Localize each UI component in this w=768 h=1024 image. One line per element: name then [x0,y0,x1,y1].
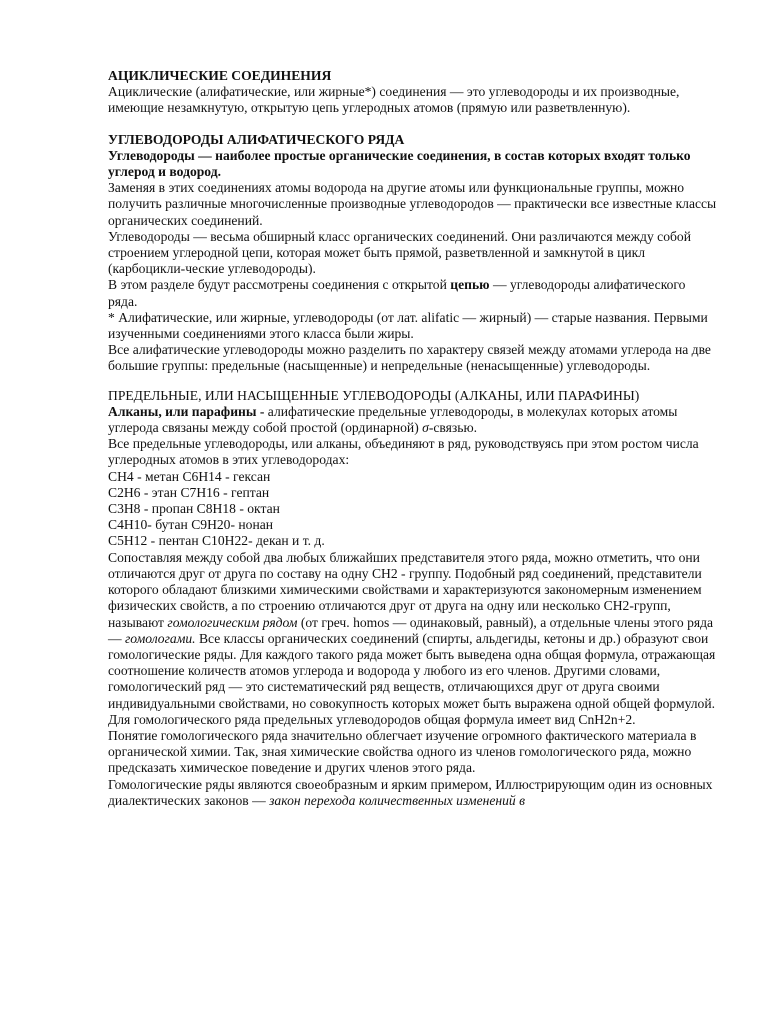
homologous-text-b: (от греч. homos — одинаковый, равный), а отдельные члены этого ряда — [108,614,714,646]
alkane-definition [108,404,718,436]
section-alkanes-title: ПРЕДЕЛЬНЫЕ, ИЛИ НАСЫЩЕННЫЕ УГЛЕВОДОРОДЫ (АЛКАНЫ, ИЛИ ПАРАФИНЫ) [108,387,640,403]
paragraph-chain-structure: Углеводороды — весьма обширный класс органических соединений. Они различаются между собой строением углеродной цепи, которая может быть прямой, разветвленной и замкнутой в цикл (карбоцикли-ческие углеводороды). [108,228,691,277]
section-acyclic-title: АЦИКЛИЧЕСКИЕ СОЕДИНЕНИЯ [108,68,332,83]
dialectic-law-italic: закон перехода количественных изменений в [269,792,526,808]
spacer [108,117,718,132]
paragraph-homologous-series [108,550,718,728]
paragraph-homologous-concept: Понятие гомологического ряда значительно облегчает изучение огромного фактического материала в органической химии. Так, зная химические свойства одного из членов гомологического ряда, можно предсказать химическое поведение и других членов этого ряда. [108,727,697,776]
homologous-text-c: Все классы органических соединений (спирты, альдегиды, кетоны и др.) образуют свои гомологические ряды. Для каждого такого ряда может быть выведена одна общая формула, отражающая соотношение количеств атомов углерода и водорода у любого из его членов. Другими словами, гомологический ряд — это систематический ряд веществ, отличающихся друг от друга своими индивидуальными свойствами, но совокупность которых может быть выражена одной общей формулой. Для гомологического ряда предельных углеводородов общая формула имеет вид CnH2n+2. [108,630,716,727]
section-aliphatic-title: УГЛЕВОДОРОДЫ АЛИФАТИЧЕСКОГО РЯДА [108,131,405,147]
paragraph-open-chain [108,277,718,309]
sigma-symbol: σ [422,420,429,436]
hydrocarbon-definition-bold: Углеводороды — наиболее простые органические соединения, в состав которых входят только углерод и водород. [108,147,691,180]
alkane-formula-list [108,469,718,550]
paragraph-bond-types: Все алифатические углеводороды можно разделить по характеру связей между атомами углерода на две большие группы: предельные (насыщенные) и непредельные (ненасыщенные) углеводороды. [108,342,711,374]
paragraph-substitution: Заменяя в этих соединениях атомы водорода на другие атомы или функциональные группы, можно получить различные многочисленные производные углеводородов — практически все известные классы органических соединений. [108,180,717,228]
open-chain-bold-word: цепью [450,277,490,293]
dialectic-text: Гомологические ряды являются своеобразным и ярким примером, Иллюстрирующим один из основных диалектических законов — [108,776,713,808]
open-chain-text-start: В этом разделе будут рассмотрены соединения с открытой [108,277,451,293]
list-item: C3H8 - пропан C8H18 - октан [108,501,280,517]
footnote-aliphatic: * Алифатические, или жирные, углеводороды (от лат. alifatic — жирный) — старые названия. Первыми изученными соединениями этого класса были жиры. [108,309,708,342]
open-chain-text-end: — углеводороды алифатического ряда. [108,277,686,309]
list-item: CH4 - метан C6H14 - гексан [108,468,271,484]
alkane-definition-end: -связью. [428,420,478,436]
paragraph-series-intro: Все предельные углеводороды, или алканы, объединяют в ряд, руководствуясь при этом ростом числа углеродных атомов в этих углеводородах: [108,436,699,468]
list-item: C2H6 - этан C7H16 - гептан [108,484,270,500]
list-item: C4H10- бутан C9H20- нонан [108,517,274,533]
alkane-definition-text: алифатические предельные углеводороды, в молекулах которых атомы углерода связаны между собой простой (ординарной) [108,403,678,436]
spacer [108,375,718,388]
homologous-term-homologs: гомологами. [125,630,196,646]
list-item: C5H12 - пентан C10H22- декан и т. д. [108,533,325,549]
homologous-text-a: Сопоставляя между собой два любых ближайших представителя этого ряда, можно отметить, что они отличаются друг от друга по составу на одну CH2 - группу. Подобный ряд соединений, представители которого обладают близкими химическими свойствами и характеризуются закономерным изменением физических свойств, а по строению отличаются друг от друга на одну или несколько CH2-групп, называют [108,549,702,630]
section-acyclic-intro: Ациклические (алифатические, или жирные*) соединения — это углеводороды и их производные, имеющие незамкнутую, открытую цепь углеродных атомов (прямую или разветвленную). [108,84,680,116]
hydrocarbon-definition [108,148,718,180]
paragraph-dialectic-law [108,777,718,809]
alkane-definition-bold: Алканы, или парафины - [108,403,265,419]
homologous-term-series: гомологическим рядом [167,614,298,630]
